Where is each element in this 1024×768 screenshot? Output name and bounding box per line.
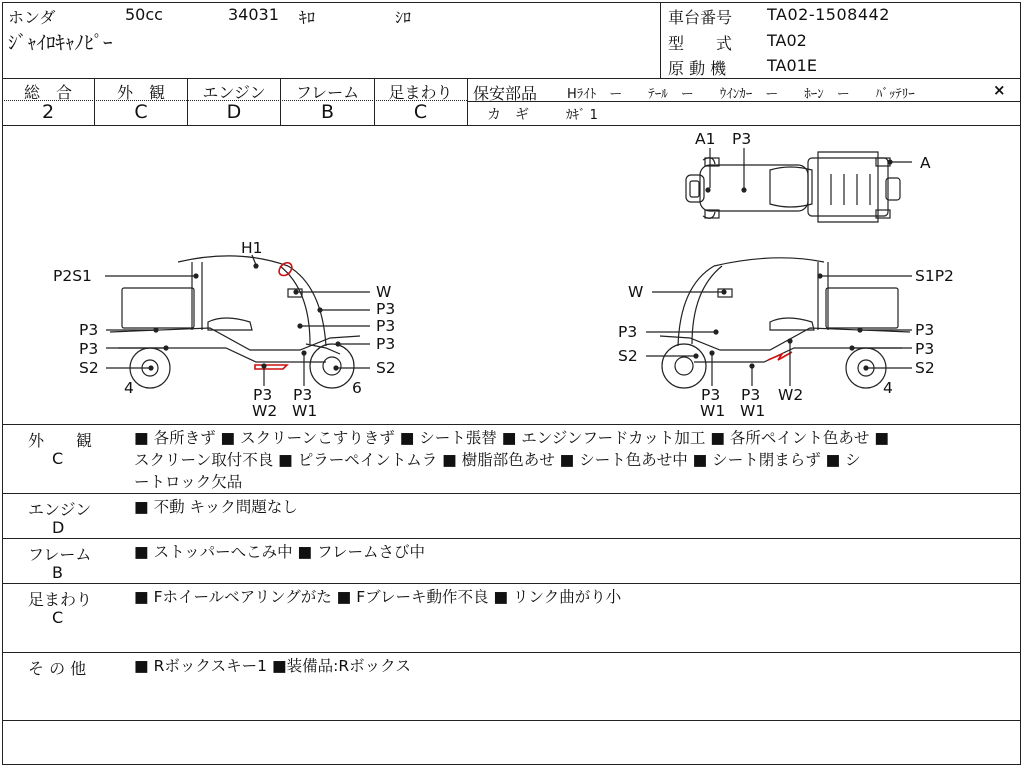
mileage-unit: ｷﾛ: [299, 8, 316, 27]
label-s2: S2: [376, 359, 396, 377]
key-label: カ ギ: [487, 107, 529, 123]
label-p3: P3: [79, 321, 99, 339]
notes-frame-label: フレーム: [28, 545, 92, 564]
label-a: A: [920, 154, 931, 172]
grade-frame-value: B: [320, 101, 335, 123]
notes-other-label: そ の 他: [28, 659, 87, 678]
color: ｼﾛ: [395, 8, 412, 27]
model-code-label: 型 式: [668, 34, 733, 53]
header-divider: [660, 2, 661, 78]
label-p3: P3: [618, 323, 638, 341]
label-4: 4: [883, 379, 893, 397]
grade-overall-value: 2: [41, 101, 55, 123]
safety-items: Hﾗｲﾄ ー ﾃｰﾙ ー ｳｲﾝｶｰ ー ﾎｰﾝ ー ﾊﾞｯﾃﾘｰ: [567, 87, 915, 102]
label-p3: P3: [79, 340, 99, 358]
frame-number-label: 車台番号: [668, 8, 733, 27]
grade-overall-label: 総 合: [23, 83, 72, 102]
notes-exterior-label: 外 観: [28, 431, 93, 450]
notes-other-text: ■ Rボックスキー1 ■装備品:Rボックス: [134, 657, 411, 675]
label-w2: W2: [778, 386, 804, 404]
label-p2s1: P2S1: [53, 267, 92, 285]
notes-engine-grade: D: [52, 518, 65, 537]
label-h1: H1: [241, 239, 263, 257]
label-s1p2: S1P2: [915, 267, 954, 285]
label-p3: P3: [253, 386, 273, 404]
grade-engine-value: D: [226, 101, 242, 123]
top-view-outline: [686, 152, 900, 222]
label-p3: P3: [376, 335, 396, 353]
displacement: 50cc: [125, 5, 163, 24]
label-p3: P3: [376, 300, 396, 318]
label-p3: P3: [915, 321, 935, 339]
notes-frame-grade: B: [52, 563, 63, 582]
label-w2: W2: [252, 402, 278, 420]
grade-divider: [374, 78, 375, 125]
notes-rule: [2, 583, 1021, 584]
damage-diagram: [2, 126, 1021, 423]
label-w: W: [376, 283, 392, 301]
key-value: ｶｷﾞ 1: [566, 108, 598, 123]
label-4: 4: [124, 379, 134, 397]
grade-divider: [280, 78, 281, 125]
grade-suspension-label: 足まわり: [388, 83, 453, 102]
notes-exterior-line: スクリーン取付不良 ■ ピラーペイントムラ ■ 樹脂部色あせ ■ シート色あせ中 ■ シート閉まらず ■ シ: [134, 451, 861, 469]
label-w1: W1: [740, 402, 766, 420]
grade-exterior-label: 外 観: [116, 83, 165, 102]
mileage: 34031: [228, 5, 279, 24]
label-s2: S2: [79, 359, 99, 377]
grade-frame-label: フレーム: [295, 83, 360, 102]
notes-engine-label: エンジン: [28, 500, 92, 519]
grade-exterior-value: C: [134, 101, 148, 123]
notes-rule: [2, 720, 1021, 721]
grade-engine-label: エンジン: [202, 83, 266, 102]
diagram-rule: [2, 424, 1021, 425]
header-rule: [2, 78, 1021, 79]
label-s2: S2: [618, 347, 638, 365]
model-code: TA02: [767, 31, 807, 50]
engine-code: TA01E: [767, 56, 817, 75]
model-name: ｼﾞｬｲﾛｷｬﾉﾋﾟｰ: [8, 32, 113, 54]
engine-label: 原 動 機: [668, 59, 727, 78]
grade-suspension-value: C: [413, 101, 428, 123]
label-w: W: [628, 283, 644, 301]
label-p3: P3: [915, 340, 935, 358]
label-p3: P3: [741, 386, 761, 404]
notes-frame-text: ■ ストッパーへこみ中 ■ フレームさび中: [134, 543, 425, 561]
notes-suspension-grade: C: [52, 608, 64, 627]
notes-suspension-text: ■ Fホイールベアリングがた ■ Fブレーキ動作不良 ■ リンク曲がり小: [134, 588, 622, 606]
battery-missing-mark: ×: [993, 81, 1006, 99]
notes-exterior-line: ■ 各所きず ■ スクリーンこすりきず ■ シート張替 ■ エンジンフードカット加工 ■ 各所ペイント色あせ ■: [134, 429, 889, 447]
label-6: 6: [352, 379, 362, 397]
safety-label: 保安部品: [473, 84, 538, 103]
grade-divider: [187, 78, 188, 125]
label-s2: S2: [915, 359, 935, 377]
notes-suspension-label: 足まわり: [28, 590, 93, 609]
label-p3: P3: [732, 130, 752, 148]
notes-engine-text: ■ 不動 キック問題なし: [134, 498, 298, 516]
notes-exterior-grade: C: [52, 449, 64, 468]
label-p3: P3: [376, 317, 396, 335]
label-a1: A1: [695, 130, 716, 148]
label-p3: P3: [293, 386, 313, 404]
label-w1: W1: [700, 402, 726, 420]
notes-exterior-line: ートロック欠品: [134, 473, 243, 491]
label-p3: P3: [701, 386, 721, 404]
label-w1: W1: [292, 402, 318, 420]
frame-number: TA02-1508442: [767, 5, 890, 24]
notes-rule: [2, 652, 1021, 653]
grade-divider: [94, 78, 95, 125]
notes-rule: [2, 493, 1021, 494]
grade-subrule: [2, 100, 467, 101]
maker: ホンダ: [8, 8, 56, 27]
notes-rule: [2, 538, 1021, 539]
